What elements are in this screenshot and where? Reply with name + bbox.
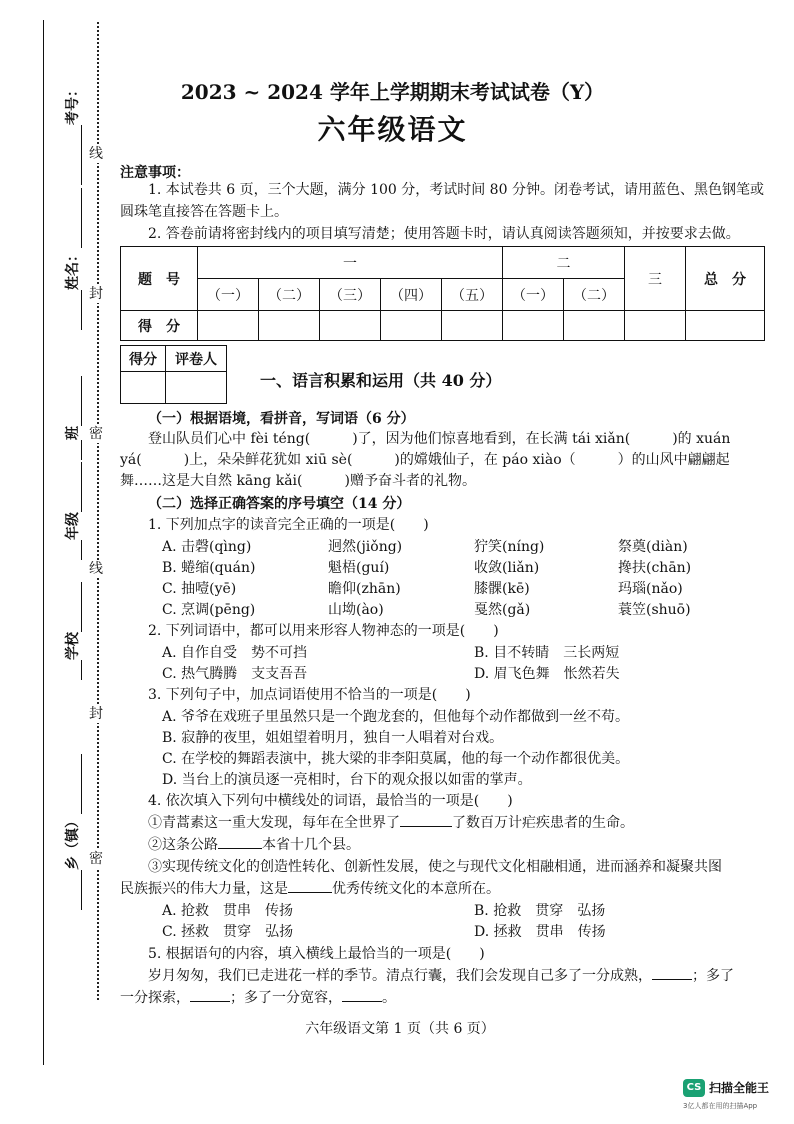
question-3: 3. 下列句子中，加点词语使用不恰当的一项是( ) bbox=[148, 687, 471, 703]
q3-option[interactable]: B. 寂静的夜里，姐姐望着明月，独自一人唱着对台戏。 bbox=[162, 730, 504, 746]
margin-rule bbox=[43, 20, 44, 1065]
score-table bbox=[120, 246, 765, 341]
label-score: 得 分 bbox=[121, 311, 198, 341]
sub-header: （三） bbox=[320, 279, 381, 311]
grader-name-label: 评卷人 bbox=[166, 346, 227, 372]
q1-option: 膝髁(kē) bbox=[474, 581, 530, 597]
score-cell[interactable] bbox=[198, 311, 259, 341]
part-2-title: （二）选择正确答案的序号填空（14 分） bbox=[148, 496, 411, 512]
notice-item-2: 2. 答卷前请将密封线内的项目填写清楚；使用答题卡时，请认真阅读答题须知，并按要求去做。 bbox=[148, 226, 740, 242]
score-cell[interactable] bbox=[381, 311, 442, 341]
grader-score-label: 得分 bbox=[121, 346, 166, 372]
q4-sentence-3: ③实现传统文化的创造性转化、创新性发展，使之与现代文化相融相通，进而涵养和凝聚共图 bbox=[148, 859, 722, 875]
q1-option: 蓑笠(shuō) bbox=[618, 602, 691, 618]
q3-option[interactable]: C. 在学校的舞蹈表演中，挑大梁的非李阳莫属，他的每一个动作都很优美。 bbox=[162, 751, 630, 767]
passage-line: 登山队员们心中 fèi téng( )了，因为他们惊喜地看到，在长满 tái xiǎn( )的 xuán bbox=[148, 431, 731, 447]
header-section-3: 三 bbox=[625, 247, 686, 311]
score-cell[interactable] bbox=[503, 311, 564, 341]
section-1-title: 一、语言积累和运用（共 40 分） bbox=[260, 371, 502, 390]
answer-blank[interactable] bbox=[652, 979, 692, 980]
q3-option[interactable]: D. 当台上的演员逐一亮相时，台下的观众报以如雷的掌声。 bbox=[162, 772, 532, 788]
q1-option[interactable]: C. 烹调(pēng) bbox=[162, 602, 256, 618]
q2-option[interactable]: A. 自作自受 势不可挡 bbox=[162, 645, 308, 661]
camscanner-logo-icon: CS bbox=[683, 1079, 705, 1097]
score-cell[interactable] bbox=[625, 311, 686, 341]
answer-blank[interactable] bbox=[190, 1001, 230, 1002]
answer-blank[interactable] bbox=[288, 892, 332, 893]
notice-heading: 注意事项： bbox=[120, 165, 190, 181]
sub-header: （二） bbox=[564, 279, 625, 311]
brand-tagline: 3亿人都在用的扫描App bbox=[683, 1102, 758, 1110]
answer-blank[interactable] bbox=[400, 826, 452, 827]
q2-option[interactable]: D. 眉飞色舞 怅然若失 bbox=[474, 666, 620, 682]
subject-title: 六年级语文 bbox=[317, 113, 468, 146]
township-field[interactable]: 乡（镇） bbox=[62, 754, 82, 910]
label-question-number: 题 号 bbox=[121, 247, 198, 311]
exam-title: 2023 ~ 2024 学年上学期期末考试试卷（Y） bbox=[180, 80, 605, 104]
q1-option[interactable]: B. 蜷缩(quán) bbox=[162, 560, 256, 576]
seal-char: 封 bbox=[89, 706, 103, 722]
score-cell[interactable] bbox=[259, 311, 320, 341]
sub-header: （四） bbox=[381, 279, 442, 311]
class-field[interactable]: 班 bbox=[62, 376, 82, 460]
sub-header: （一） bbox=[503, 279, 564, 311]
seal-char: 密 bbox=[89, 851, 103, 867]
school-field[interactable]: 学校 bbox=[62, 582, 82, 680]
question-4: 4. 依次填入下列句中横线处的词语，最恰当的一项是( ) bbox=[148, 793, 513, 809]
header-section-2: 二 bbox=[503, 247, 625, 279]
seal-char: 线 bbox=[89, 146, 103, 162]
q1-option[interactable]: C. 抽噎(yē) bbox=[162, 581, 237, 597]
page-footer: 六年级语文第 1 页（共 6 页） bbox=[305, 1021, 495, 1037]
answer-blank[interactable] bbox=[218, 848, 262, 849]
seal-char: 密 bbox=[89, 426, 103, 442]
q4-sentence-2: ②这条公路 本省十几个县。 bbox=[148, 837, 360, 853]
passage-line: 舞……这是大自然 kāng kǎi( )赠予奋斗者的礼物。 bbox=[120, 473, 476, 489]
q3-option[interactable]: A. 爷爷在戏班子里虽然只是一个跑龙套的，但他每个动作都做到一丝不苟。 bbox=[162, 709, 630, 725]
q1-option: 戛然(gǎ) bbox=[474, 602, 531, 618]
q1-option: 瞻仰(zhān) bbox=[328, 581, 401, 597]
q5-line-1: 岁月匆匆，我们已走进花一样的季节。清点行囊，我们会发现自己多了一分成熟， ；多了 bbox=[148, 968, 734, 984]
exam-number-field[interactable]: 考号： bbox=[62, 83, 82, 185]
grader-box bbox=[120, 345, 227, 404]
q1-option: 玛瑙(nǎo) bbox=[618, 581, 683, 597]
q5-line-2: 一分探索， ；多了一分宽容， 。 bbox=[120, 990, 396, 1006]
q1-option: 迥然(jiǒng) bbox=[328, 539, 403, 555]
q2-option[interactable]: C. 热气腾腾 支支吾吾 bbox=[162, 666, 308, 682]
question-2: 2. 下列词语中，都可以用来形容人物神态的一项是( ) bbox=[148, 623, 499, 639]
header-section-1: 一 bbox=[198, 247, 503, 279]
q4-option[interactable]: D. 拯救 贯串 传扬 bbox=[474, 924, 606, 940]
brand-name: 扫描全能王 bbox=[709, 1081, 770, 1095]
grader-score-cell[interactable] bbox=[121, 372, 166, 404]
seal-char: 封 bbox=[89, 286, 103, 302]
score-cell[interactable] bbox=[320, 311, 381, 341]
part-1-title: （一）根据语境，看拼音，写词语（6 分） bbox=[148, 411, 415, 427]
q4-sentence-3-cont: 民族振兴的伟大力量，这是 优秀传统文化的本意所在。 bbox=[120, 881, 500, 897]
grader-name-cell[interactable] bbox=[166, 372, 227, 404]
notice-item-1: 1. 本试卷共 6 页，三个大题，满分 100 分，考试时间 80 分钟。闭卷考试，请用蓝色、黑色钢笔或 bbox=[148, 182, 764, 198]
q2-option[interactable]: B. 目不转睛 三长两短 bbox=[474, 645, 620, 661]
header-total: 总 分 bbox=[686, 247, 765, 311]
sub-header: （二） bbox=[259, 279, 320, 311]
binding-margin bbox=[0, 0, 110, 1124]
grade-field[interactable]: 年级 bbox=[62, 462, 82, 560]
q1-option: 山坳(ào) bbox=[328, 602, 384, 618]
q1-option: 祭奠(diàn) bbox=[618, 539, 688, 555]
name-field[interactable]: 姓名： bbox=[62, 188, 82, 330]
q4-option[interactable]: B. 抢救 贯穿 弘扬 bbox=[474, 903, 606, 919]
question-5: 5. 根据语句的内容，填入横线上最恰当的一项是( ) bbox=[148, 946, 485, 962]
q1-option: 狞笑(níng) bbox=[474, 539, 545, 555]
sub-header: （一） bbox=[198, 279, 259, 311]
score-cell[interactable] bbox=[686, 311, 765, 341]
seal-char: 线 bbox=[89, 561, 103, 577]
q1-option: 收敛(liǎn) bbox=[474, 560, 540, 576]
q1-option: 魁梧(guí) bbox=[328, 560, 390, 576]
q4-option[interactable]: C. 拯救 贯穿 弘扬 bbox=[162, 924, 294, 940]
answer-blank[interactable] bbox=[342, 1001, 382, 1002]
score-cell[interactable] bbox=[442, 311, 503, 341]
sub-header: （五） bbox=[442, 279, 503, 311]
question-1: 1. 下列加点字的读音完全正确的一项是( ) bbox=[148, 517, 429, 533]
score-cell[interactable] bbox=[564, 311, 625, 341]
passage-line: yá( )上，朵朵鲜花犹如 xiū sè( )的嫦娥仙子，在 páo xiào（ ）的山风中翩翩起 bbox=[120, 452, 730, 468]
q1-option[interactable]: A. 击磬(qìng) bbox=[162, 539, 252, 555]
q4-sentence-1: ①青蒿素这一重大发现，每年在全世界了 了数百万计疟疾患者的生命。 bbox=[148, 815, 634, 831]
q1-option: 搀扶(chān) bbox=[618, 560, 692, 576]
notice-item-1-cont: 圆珠笔直接答在答题卡上。 bbox=[120, 204, 288, 220]
q4-option[interactable]: A. 抢救 贯串 传扬 bbox=[162, 903, 294, 919]
